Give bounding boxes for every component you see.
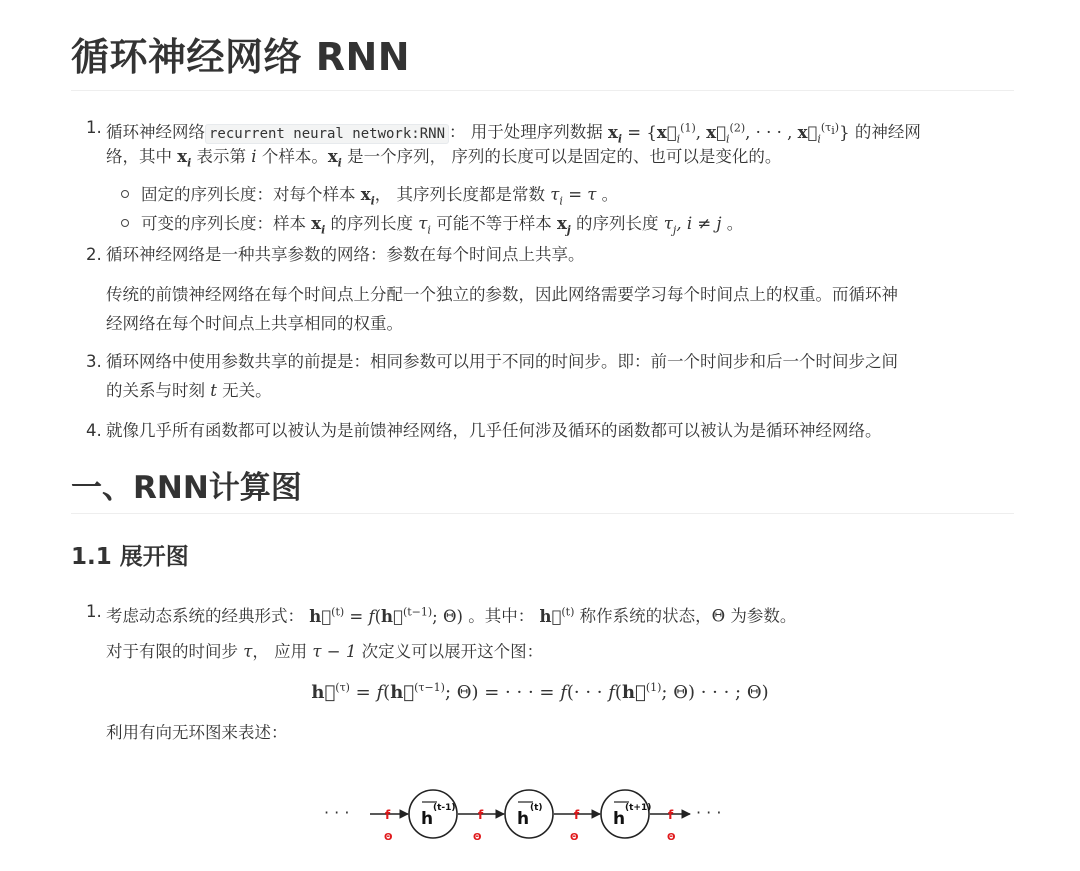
node-superscript: (t-1) [433, 803, 456, 813]
node-letter: h [517, 809, 530, 829]
unfold-para2: 利用有向无环图来表述： [106, 723, 288, 742]
section-heading: 一、RNN计算图 [71, 470, 302, 506]
list-number: 1. [86, 118, 102, 137]
math-inline: $x_i$ [327, 147, 342, 170]
math-inline: $\tau_i = \tau$ [550, 185, 597, 208]
math-inline: $\tau_i$ [418, 214, 431, 237]
inline-code: recurrent neural network:RNN [205, 124, 449, 144]
text-span: 。 [726, 214, 744, 233]
f-label: f [668, 808, 674, 822]
unfold-para [106, 640, 543, 664]
rnn-unfolded-diagram [300, 770, 740, 850]
state-node-t [505, 790, 553, 838]
text-span: 络，其中 [106, 147, 172, 166]
f-label: f [574, 808, 580, 822]
math-inline: $x_j$ [556, 214, 571, 237]
intro-subitem-variable [141, 212, 743, 242]
math-inline: h⃗$^{(t)}$ [539, 605, 575, 626]
theta-label: Θ [384, 832, 393, 843]
intro-subitem-fixed [141, 183, 618, 213]
text-span: 是一个序列， 序列的长度可以是固定的、也可以是变化的。 [347, 147, 782, 166]
text-span: 的神经网 [854, 122, 921, 142]
text-span: 为参数。 [730, 606, 797, 626]
section-divider [71, 513, 1014, 514]
intro-item2-para-line2: 经网络在每个时间点上共享相同的权重。 [106, 314, 403, 333]
text-span: 。 [601, 185, 619, 204]
text-span: 考虑动态系统的经典形式： [106, 606, 304, 626]
math-inline: $x_i$ [177, 147, 192, 170]
math-inline: Θ [711, 606, 726, 626]
list-number: 2. [86, 245, 102, 264]
text-span: 的序列长度 [330, 214, 414, 233]
state-node-t-plus-1 [601, 790, 651, 838]
bullet-icon [121, 219, 129, 227]
text-span: ， 应用 [252, 642, 308, 661]
math-inline: t [210, 381, 217, 400]
math-inline: $\tau_j$, i ≠ j [663, 214, 722, 237]
math-inline: i [251, 147, 257, 166]
f-label: f [385, 808, 391, 822]
f-label: f [478, 808, 484, 822]
text-span: 。其中： [468, 606, 535, 626]
node-letter: h [613, 809, 626, 829]
subsection-heading: 1.1 展开图 [71, 544, 189, 570]
display-formula: h⃗$^{(\tau)}$ = f(h⃗$^{(\tau-1)}$; Θ) = · · · = f(· · · f(h⃗$^{(1)}$; Θ) · · · ; Θ) [311, 681, 769, 703]
text-span: 的关系与时刻 [106, 381, 205, 400]
math-inline: $x_i$ [360, 185, 375, 208]
text-span: 表示第 [196, 147, 247, 166]
title-divider [71, 90, 1014, 91]
ellipsis-left: · · · [324, 803, 350, 822]
intro-item3-line2 [106, 379, 272, 403]
math-inline: h⃗$^{(t)}$ = f(h⃗$^{(t-1)}$; Θ) [309, 605, 463, 626]
node-superscript: (t) [530, 803, 543, 813]
intro-item2-line: 循环神经网络是一种共享参数的网络：参数在每个时间点上共享。 [106, 245, 585, 264]
node-superscript: (t+1) [625, 803, 652, 813]
math-inline: τ − 1 [312, 642, 357, 661]
math-inline: $x_i$ [608, 122, 623, 145]
node-letter: h [421, 809, 434, 829]
intro-item1-line2 [106, 145, 781, 175]
text-span: 对于有限的时间步 [106, 642, 238, 661]
text-span: 次定义可以展开这个图： [361, 642, 544, 661]
text-span: 的序列长度 [576, 214, 659, 233]
intro-item2-para-line1: 传统的前馈神经网络在每个时间点上分配一个独立的参数，因此网络需要学习每个时间点上的权重。而循环神 [106, 285, 898, 304]
math-inline: τ [243, 642, 253, 661]
math-inline: $x_i$ [311, 214, 326, 237]
list-number: 3. [86, 352, 102, 371]
bullet-icon [121, 190, 129, 198]
intro-item3-line1: 循环网络中使用参数共享的前提是：相同参数可以用于不同的时间步。即：前一个时间步和后一个时间步之间 [106, 352, 898, 371]
page-title: 循环神经网络 RNN [71, 35, 411, 79]
unfold-item1-line [106, 600, 796, 629]
text-span: 个样本。 [261, 147, 328, 166]
text-span: ， 其序列长度都是常数 [374, 185, 546, 204]
theta-label: Θ [570, 832, 579, 843]
theta-label: Θ [473, 832, 482, 843]
ellipsis-right: · · · [696, 803, 722, 822]
text-span: 固定的序列长度：对每个样本 [141, 185, 356, 204]
text-span: 可变的序列长度：样本 [141, 214, 306, 233]
text-span: 无关。 [222, 381, 272, 400]
text-span: 可能不等于样本 [436, 214, 552, 233]
text-span: 称作系统的状态， [579, 606, 712, 626]
list-number: 1. [86, 602, 102, 621]
text-span: 循环神经网络 [106, 122, 205, 142]
list-number: 4. [86, 421, 102, 440]
theta-label: Θ [667, 832, 676, 843]
text-span: ： 用于处理序列数据 [449, 122, 603, 142]
math-inline: = {$x⃗_i^{(1)}$, $x⃗_i^{(2)}$, · · · , $x⃗_i^{(\tau_i)}$} [627, 121, 850, 145]
state-node-t-minus-1 [409, 790, 457, 838]
intro-item4-line: 就像几乎所有函数都可以被认为是前馈神经网络，几乎任何涉及循环的函数都可以被认为是循环神经网络。 [106, 421, 882, 440]
